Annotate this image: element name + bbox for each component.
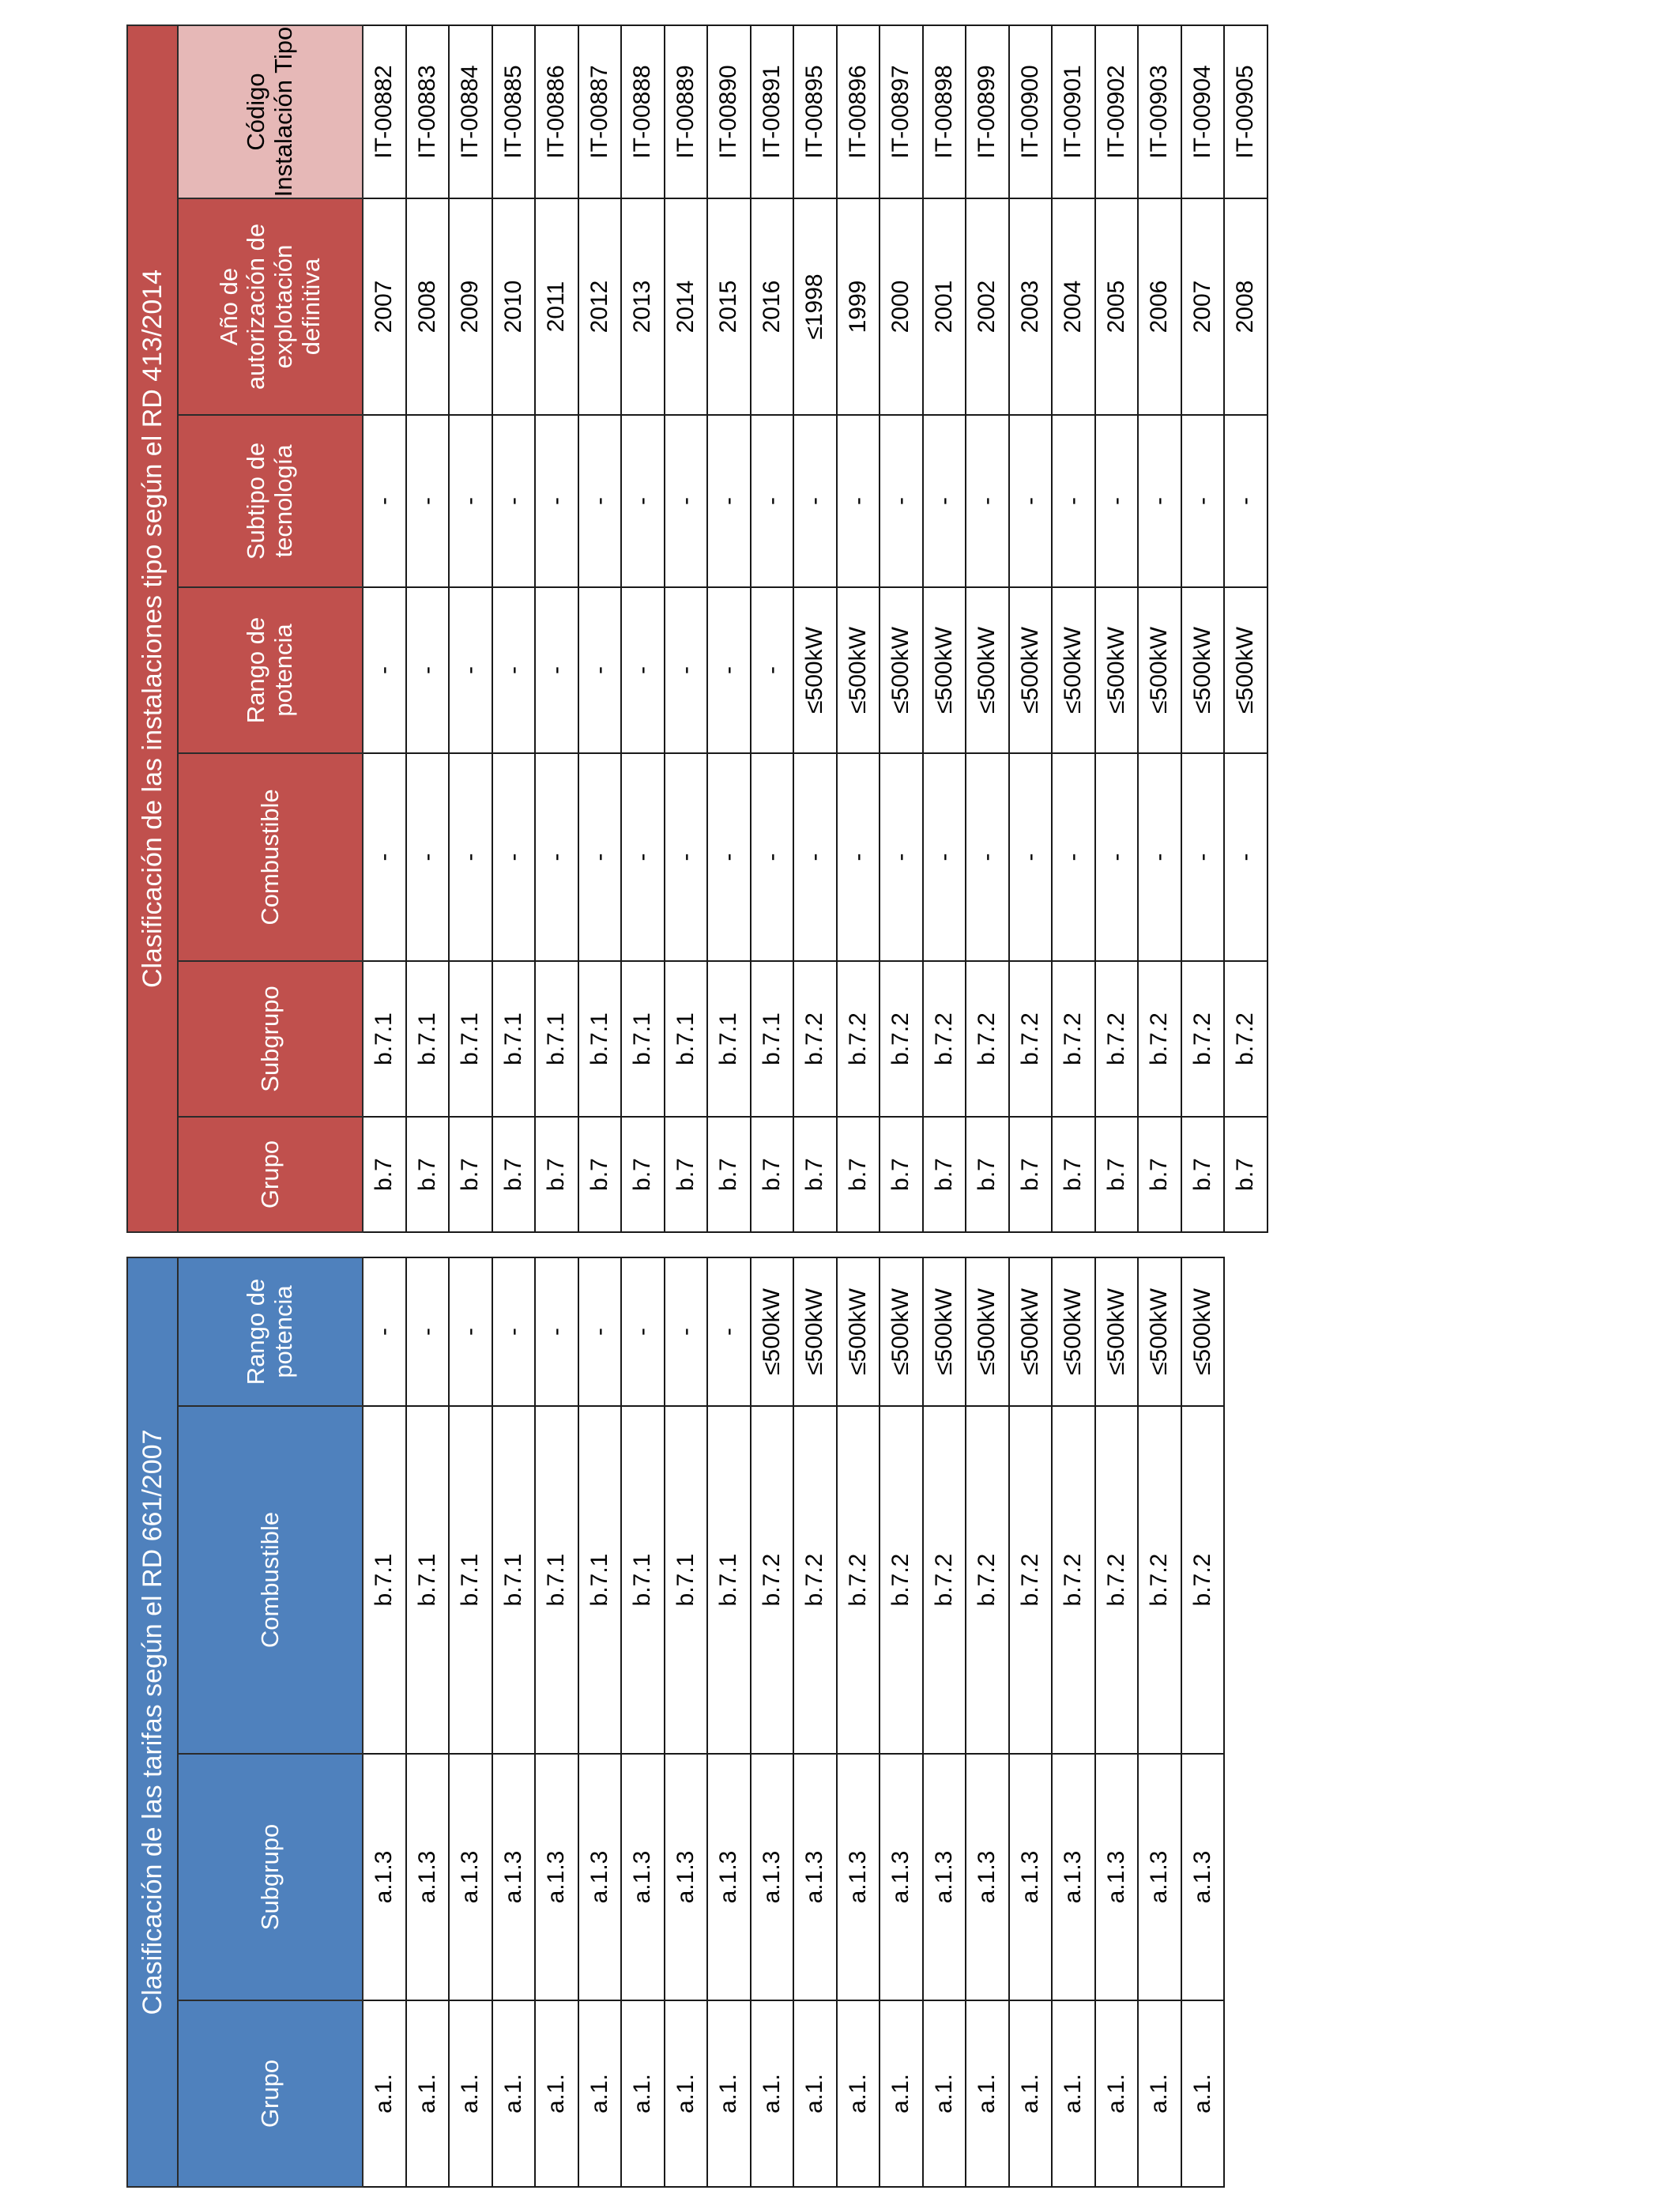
instalaciones-header-row [178,25,363,1232]
instalaciones-cell: - [1052,753,1095,961]
instalaciones-cell: ≤500kW [1224,587,1268,753]
tarifas-cell: a.1.3 [837,1754,880,2000]
instalaciones-cell: b.7.1 [492,961,536,1117]
instalaciones-cell: - [1138,753,1181,961]
instalaciones-cell: - [578,415,622,587]
tarifas-cell: ≤500kW [966,1257,1009,1406]
instalaciones-cell: - [578,753,622,961]
tarifas-cell: b.7.1 [578,1406,622,1754]
instalaciones-cell: 2013 [621,198,665,415]
instalaciones-cell: b.7.2 [966,961,1009,1117]
tarifas-table-row [793,1257,837,2187]
instalaciones-cell: - [966,753,1009,961]
tarifas-header-row [178,1257,363,2187]
instalaciones-cell: - [1095,415,1139,587]
instalaciones-cell: - [665,587,708,753]
instalaciones-cell: - [665,753,708,961]
instalaciones-cell: ≤500kW [1052,587,1095,753]
instalaciones-cell: IT-00890 [707,25,751,198]
instalaciones-cell: b.7.1 [449,961,492,1117]
instalaciones-header-subtipo: Subtipo de tecnología [178,415,363,587]
tarifas-cell: b.7.1 [665,1406,708,1754]
tarifas-header-grupo: Grupo [178,2000,363,2187]
tarifas-cell: ≤500kW [837,1257,880,1406]
instalaciones-cell: b.7.2 [923,961,966,1117]
instalaciones-cell: - [363,415,406,587]
instalaciones-cell: - [363,753,406,961]
tarifas-cell: a.1.3 [880,1754,923,2000]
tarifas-cell: - [492,1257,536,1406]
tarifas-table-title: Clasificación de las tarifas según el RD 661/2007 [127,1257,178,2187]
tarifas-cell: b.7.1 [535,1406,578,1754]
tarifas-table-row [707,1257,751,2187]
tarifas-cell: - [707,1257,751,1406]
tarifas-cell: a.1.3 [535,1754,578,2000]
instalaciones-cell: - [1224,753,1268,961]
tarifas-cell: ≤500kW [751,1257,794,1406]
tarifas-table-row [1095,1257,1139,2187]
tarifas-cell: b.7.2 [1009,1406,1053,1754]
instalaciones-cell: IT-00899 [966,25,1009,198]
tarifas-cell: b.7.1 [449,1406,492,1754]
tarifas-cell: - [621,1257,665,1406]
instalaciones-cell: - [1224,415,1268,587]
instalaciones-header-rango: Rango de potencia [178,587,363,753]
instalaciones-header-anio: Año de autorización de explotación definitiva [178,198,363,415]
tarifas-cell: b.7.1 [363,1406,406,1754]
instalaciones-cell: - [1009,753,1053,961]
instalaciones-cell: ≤500kW [1095,587,1139,753]
instalaciones-cell: 2002 [966,198,1009,415]
instalaciones-table-row [1095,25,1139,1232]
tarifas-cell: a.1. [1095,2000,1139,2187]
instalaciones-cell: - [406,415,450,587]
instalaciones-cell: b.7 [449,1117,492,1232]
instalaciones-table-row [363,25,406,1232]
tarifas-cell: - [449,1257,492,1406]
tarifas-cell: a.1. [578,2000,622,2187]
tarifas-cell: ≤500kW [1009,1257,1053,1406]
instalaciones-cell: 2012 [578,198,622,415]
instalaciones-cell: b.7 [880,1117,923,1232]
instalaciones-cell: - [492,415,536,587]
instalaciones-cell: 2003 [1009,198,1053,415]
instalaciones-cell: b.7.1 [665,961,708,1117]
tarifas-cell: a.1. [793,2000,837,2187]
tarifas-header-combustible: Combustible [178,1406,363,1754]
instalaciones-cell: IT-00903 [1138,25,1181,198]
tarifas-cell: b.7.2 [923,1406,966,1754]
instalaciones-cell: - [707,753,751,961]
tarifas-table-row [406,1257,450,2187]
tarifas-cell: b.7.1 [707,1406,751,1754]
instalaciones-table-row [492,25,536,1232]
instalaciones-cell: 2011 [535,198,578,415]
instalaciones-cell: - [449,587,492,753]
instalaciones-cell: 2010 [492,198,536,415]
tarifas-table-row [621,1257,665,2187]
instalaciones-cell: b.7.1 [406,961,450,1117]
instalaciones-cell: b.7 [406,1117,450,1232]
instalaciones-cell: IT-00886 [535,25,578,198]
instalaciones-cell: ≤500kW [837,587,880,753]
tarifas-table-row [966,1257,1009,2187]
tarifas-cell: b.7.2 [966,1406,1009,1754]
instalaciones-cell: - [492,587,536,753]
instalaciones-header-subgrupo: Subgrupo [178,961,363,1117]
tarifas-cell: a.1. [707,2000,751,2187]
instalaciones-cell: 2004 [1052,198,1095,415]
instalaciones-cell: ≤500kW [793,587,837,753]
instalaciones-cell: b.7 [966,1117,1009,1232]
tarifas-cell: b.7.2 [751,1406,794,1754]
instalaciones-table-row [1009,25,1053,1232]
instalaciones-cell: b.7.2 [793,961,837,1117]
tarifas-table-row [923,1257,966,2187]
tarifas-header-subgrupo: Subgrupo [178,1754,363,2000]
tarifas-cell: a.1.3 [492,1754,536,2000]
instalaciones-cell: IT-00905 [1224,25,1268,198]
tarifas-header-rango: Rango de potencia [178,1257,363,1406]
tarifas-cell: a.1.3 [923,1754,966,2000]
instalaciones-cell: 2009 [449,198,492,415]
tarifas-cell: ≤500kW [793,1257,837,1406]
tarifas-cell: a.1. [880,2000,923,2187]
instalaciones-cell: ≤500kW [1181,587,1225,753]
tarifas-cell: - [578,1257,622,1406]
tarifas-cell: a.1. [923,2000,966,2187]
instalaciones-cell: - [837,753,880,961]
instalaciones-cell: b.7.1 [578,961,622,1117]
instalaciones-cell: b.7 [1095,1117,1139,1232]
tarifas-cell: b.7.1 [621,1406,665,1754]
instalaciones-table-row [578,25,622,1232]
instalaciones-cell: - [880,415,923,587]
instalaciones-cell: 2015 [707,198,751,415]
tarifas-cell: b.7.1 [406,1406,450,1754]
instalaciones-cell: b.7.1 [363,961,406,1117]
instalaciones-cell: - [837,415,880,587]
instalaciones-cell: - [449,753,492,961]
tarifas-table-row [1138,1257,1181,2187]
instalaciones-cell: b.7 [751,1117,794,1232]
instalaciones-cell: b.7.1 [707,961,751,1117]
instalaciones-cell: IT-00901 [1052,25,1095,198]
instalaciones-table-title: Clasificación de las instalaciones tipo según el RD 413/2014 [127,25,178,1232]
tarifas-table-row [363,1257,406,2187]
instalaciones-cell: b.7.2 [1138,961,1181,1117]
instalaciones-cell: ≤500kW [1009,587,1053,753]
instalaciones-table-row [665,25,708,1232]
tarifas-cell: ≤500kW [1138,1257,1181,1406]
instalaciones-cell: - [621,587,665,753]
instalaciones-cell: 2007 [1181,198,1225,415]
instalaciones-cell: IT-00885 [492,25,536,198]
instalaciones-cell: b.7 [535,1117,578,1232]
tarifas-cell: a.1.3 [1181,1754,1225,2000]
tarifas-cell: a.1.3 [707,1754,751,2000]
instalaciones-cell: IT-00898 [923,25,966,198]
tarifas-table-row [837,1257,880,2187]
instalaciones-cell: - [751,587,794,753]
instalaciones-table-row [793,25,837,1232]
instalaciones-cell: IT-00884 [449,25,492,198]
tarifas-cell: a.1.3 [1009,1754,1053,2000]
instalaciones-cell: 2001 [923,198,966,415]
instalaciones-cell: - [665,415,708,587]
instalaciones-cell: IT-00883 [406,25,450,198]
tarifas-cell: b.7.2 [1138,1406,1181,1754]
instalaciones-cell: b.7.1 [621,961,665,1117]
tarifas-cell: a.1. [449,2000,492,2187]
instalaciones-cell: b.7.2 [1052,961,1095,1117]
tarifas-cell: - [363,1257,406,1406]
instalaciones-cell: b.7.2 [1181,961,1225,1117]
instalaciones-cell: b.7 [793,1117,837,1232]
tarifas-cell: a.1.3 [1138,1754,1181,2000]
tarifas-table-row [751,1257,794,2187]
tarifas-table-row [1181,1257,1225,2187]
tarifas-cell: a.1.3 [578,1754,622,2000]
tarifas-cell: a.1.3 [966,1754,1009,2000]
instalaciones-cell: b.7 [492,1117,536,1232]
instalaciones-cell: 2008 [406,198,450,415]
instalaciones-cell: b.7 [621,1117,665,1232]
tarifas-table-row [1009,1257,1053,2187]
instalaciones-cell: b.7.2 [1224,961,1268,1117]
tarifas-cell: a.1. [966,2000,1009,2187]
instalaciones-cell: 2016 [751,198,794,415]
instalaciones-cell: IT-00896 [837,25,880,198]
instalaciones-cell: 2007 [363,198,406,415]
tarifas-table [126,1257,1225,2188]
instalaciones-cell: - [535,415,578,587]
instalaciones-table-row [880,25,923,1232]
instalaciones-cell: IT-00904 [1181,25,1225,198]
tarifas-cell: ≤500kW [1181,1257,1225,1406]
tarifas-cell: a.1.3 [449,1754,492,2000]
instalaciones-table-row [966,25,1009,1232]
instalaciones-cell: - [492,753,536,961]
tarifas-cell: a.1. [621,2000,665,2187]
tarifas-cell: b.7.2 [880,1406,923,1754]
instalaciones-cell: - [966,415,1009,587]
instalaciones-cell: b.7.1 [535,961,578,1117]
tarifas-cell: b.7.2 [1095,1406,1139,1754]
tarifas-cell: a.1. [363,2000,406,2187]
instalaciones-cell: - [406,587,450,753]
tarifas-table-row [492,1257,536,2187]
instalaciones-cell: - [751,753,794,961]
instalaciones-header-codigo: Código Instalación Tipo [178,25,363,198]
instalaciones-cell: b.7.2 [837,961,880,1117]
tarifas-cell: a.1. [492,2000,536,2187]
instalaciones-cell: IT-00882 [363,25,406,198]
instalaciones-header-grupo: Grupo [178,1117,363,1232]
instalaciones-cell: - [1009,415,1053,587]
tarifas-cell: b.7.1 [492,1406,536,1754]
instalaciones-cell: IT-00902 [1095,25,1139,198]
instalaciones-cell: - [578,587,622,753]
tarifas-cell: a.1. [837,2000,880,2187]
instalaciones-table-row [837,25,880,1232]
instalaciones-cell: - [707,587,751,753]
tarifas-table-row [535,1257,578,2187]
instalaciones-cell: 1999 [837,198,880,415]
instalaciones-table-row [449,25,492,1232]
instalaciones-cell: b.7 [1224,1117,1268,1232]
instalaciones-header-combustible: Combustible [178,753,363,961]
instalaciones-cell: b.7.1 [751,961,794,1117]
tarifas-cell: a.1. [535,2000,578,2187]
instalaciones-cell: IT-00897 [880,25,923,198]
instalaciones-cell: - [1052,415,1095,587]
tarifas-cell: a.1.3 [1095,1754,1139,2000]
tarifas-cell: a.1.3 [793,1754,837,2000]
instalaciones-cell: 2006 [1138,198,1181,415]
instalaciones-table-row [1052,25,1095,1232]
tarifas-table-row [578,1257,622,2187]
instalaciones-cell: b.7 [707,1117,751,1232]
tarifas-cell: ≤500kW [923,1257,966,1406]
tarifas-cell: a.1. [1138,2000,1181,2187]
instalaciones-cell: IT-00887 [578,25,622,198]
tarifas-cell: - [665,1257,708,1406]
instalaciones-cell: IT-00888 [621,25,665,198]
instalaciones-cell: b.7 [1009,1117,1053,1232]
instalaciones-table [126,25,1268,1233]
instalaciones-cell: - [880,753,923,961]
instalaciones-cell: ≤500kW [880,587,923,753]
instalaciones-cell: b.7 [1138,1117,1181,1232]
tarifas-cell: - [535,1257,578,1406]
tarifas-cell: a.1. [665,2000,708,2187]
instalaciones-cell: - [707,415,751,587]
tarifas-cell: a.1. [406,2000,450,2187]
instalaciones-cell: IT-00895 [793,25,837,198]
instalaciones-cell: b.7.2 [1009,961,1053,1117]
tarifas-cell: a.1.3 [621,1754,665,2000]
instalaciones-cell: b.7 [363,1117,406,1232]
instalaciones-cell: - [751,415,794,587]
instalaciones-cell: IT-00889 [665,25,708,198]
instalaciones-table-row [1138,25,1181,1232]
instalaciones-cell: - [1138,415,1181,587]
instalaciones-cell: - [1095,753,1139,961]
tarifas-cell: b.7.2 [837,1406,880,1754]
tarifas-cell: a.1. [1009,2000,1053,2187]
instalaciones-table-row [621,25,665,1232]
tarifas-table-row [665,1257,708,2187]
instalaciones-cell: IT-00891 [751,25,794,198]
tarifas-table-row [449,1257,492,2187]
instalaciones-cell: 2008 [1224,198,1268,415]
tarifas-cell: a.1.3 [665,1754,708,2000]
instalaciones-cell: 2000 [880,198,923,415]
instalaciones-cell: - [449,415,492,587]
instalaciones-cell: - [363,587,406,753]
instalaciones-cell: - [535,587,578,753]
instalaciones-cell: - [406,753,450,961]
instalaciones-cell: b.7.2 [1095,961,1139,1117]
instalaciones-table-row [751,25,794,1232]
instalaciones-table-row [1224,25,1268,1232]
instalaciones-table-row [535,25,578,1232]
tarifas-cell: b.7.2 [1052,1406,1095,1754]
instalaciones-cell: 2005 [1095,198,1139,415]
instalaciones-cell: ≤500kW [966,587,1009,753]
instalaciones-cell: - [535,753,578,961]
instalaciones-cell: - [923,753,966,961]
tarifas-cell: b.7.2 [793,1406,837,1754]
tarifas-cell: ≤500kW [880,1257,923,1406]
instalaciones-cell: 2014 [665,198,708,415]
instalaciones-table-row [923,25,966,1232]
instalaciones-table-row [406,25,450,1232]
tarifas-cell: a.1. [1052,2000,1095,2187]
tarifas-table-row [1052,1257,1095,2187]
tarifas-cell: - [406,1257,450,1406]
tarifas-cell: a.1. [1181,2000,1225,2187]
instalaciones-cell: - [793,415,837,587]
tarifas-cell: a.1.3 [751,1754,794,2000]
instalaciones-cell: - [621,415,665,587]
instalaciones-cell: b.7 [665,1117,708,1232]
instalaciones-cell: ≤1998 [793,198,837,415]
tarifas-cell: b.7.2 [1181,1406,1225,1754]
instalaciones-cell: ≤500kW [923,587,966,753]
instalaciones-cell: b.7 [1181,1117,1225,1232]
instalaciones-cell: b.7.2 [880,961,923,1117]
instalaciones-table-row [1181,25,1225,1232]
tarifas-table-row [880,1257,923,2187]
instalaciones-cell: b.7 [837,1117,880,1232]
instalaciones-cell: - [621,753,665,961]
tarifas-cell: ≤500kW [1052,1257,1095,1406]
tarifas-cell: ≤500kW [1095,1257,1139,1406]
instalaciones-cell: - [1181,415,1225,587]
tarifas-cell: a.1.3 [406,1754,450,2000]
instalaciones-cell: ≤500kW [1138,587,1181,753]
instalaciones-cell: b.7 [923,1117,966,1232]
instalaciones-cell: - [793,753,837,961]
instalaciones-cell: b.7 [1052,1117,1095,1232]
instalaciones-table-row [707,25,751,1232]
instalaciones-cell: - [923,415,966,587]
tarifas-cell: a.1.3 [1052,1754,1095,2000]
instalaciones-cell: - [1181,753,1225,961]
instalaciones-cell: b.7 [578,1117,622,1232]
tarifas-cell: a.1.3 [363,1754,406,2000]
instalaciones-cell: IT-00900 [1009,25,1053,198]
tarifas-cell: a.1. [751,2000,794,2187]
